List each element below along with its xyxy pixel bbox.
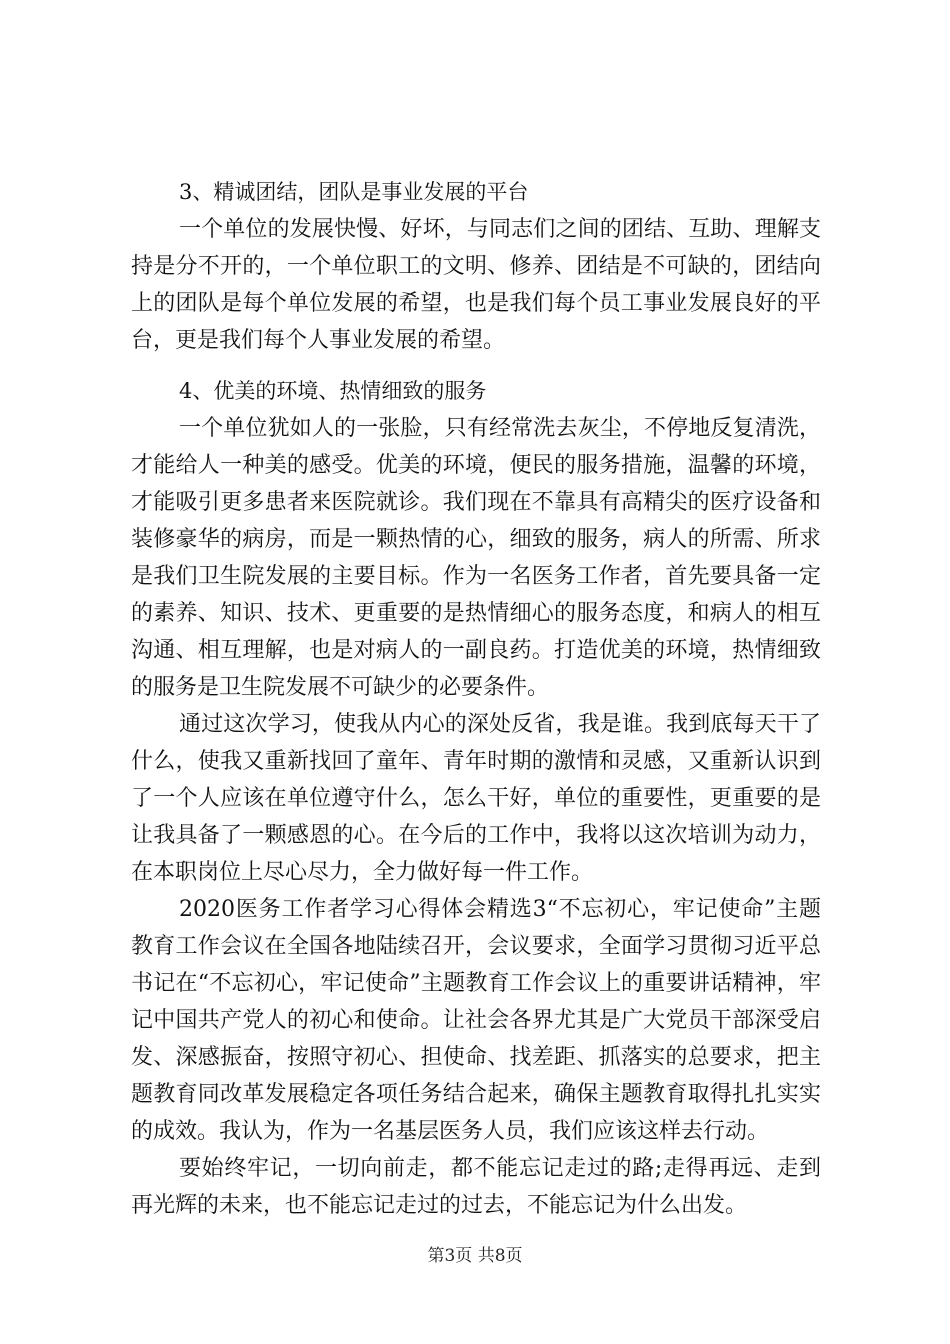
paragraph-reflection: 通过这次学习，使我从内心的深处反省，我是谁。我到底每天干了什么，使我又重新找回了童年、青年时期的激情和灵感，又重新认识到了一个人应该在单位遵守什么，怎么干好，单位的重要性，更重要的是让我具备了一颗感恩的心。在今后的工作中，我将以这次培训为动力，在本职岗位上尽心尽力，全力做好每一件工作。 [131,712,821,885]
page-number-footer: 第3页 共8页 [427,1246,523,1266]
document-body [131,174,821,1224]
section-heading-3: 3、精诚团结，团队是事业发展的平台 [179,180,529,204]
paragraph-remember-origin: 要始终牢记，一切向前走，都不能忘记走过的路;走得再远、走到再光辉的未来，也不能忘记走过的过去，不能忘记为什么出发。 [131,1156,821,1218]
paragraph-essay-3-intro: 2020医务工作者学习心得体会精选3“不忘初心，牢记使命”主题教育工作会议在全国各地陆续召开，会议要求，全面学习贯彻习近平总书记在“不忘初心，牢记使命”主题教育工作会议上的重要讲话精神，牢记中国共产党人的初心和使命。让社会各界尤其是广大党员干部深受启发、深感振奋，按照守初心、担使命、找差距、抓落实的总要求，把主题教育同改革发展稳定各项任务结合起来，确保主题教育取得扎扎实实的成效。我认为，作为一名基层医务人员，我们应该这样去行动。 [131,897,821,1144]
paragraph-environment-service: 一个单位犹如人的一张脸，只有经常洗去灰尘，不停地反复清洗，才能给人一种美的感受。优美的环境，便民的服务措施，温馨的环境，才能吸引更多患者来医院就诊。我们现在不靠具有高精尖的医疗设备和装修豪华的病房，而是一颗热情的心，细致的服务，病人的所需、所求是我们卫生院发展的主要目标。作为一名医务工作者，首先要具备一定的素养、知识、技术、更重要的是热情细心的服务态度，和病人的相互沟通、相互理解，也是对病人的一副良药。打造优美的环境，热情细致的服务是卫生院发展不可缺少的必要条件。 [131,416,821,700]
paragraph-teamwork: 一个单位的发展快慢、好坏，与同志们之间的团结、互助、理解支持是分不开的，一个单位职工的文明、修养、团结是不可缺的，团结向上的团队是每个单位发展的希望，也是我们每个员工事业发展良好的平台，更是我们每个人事业发展的希望。 [131,217,821,353]
section-heading-4: 4、优美的环境、热情细致的服务 [179,379,487,403]
